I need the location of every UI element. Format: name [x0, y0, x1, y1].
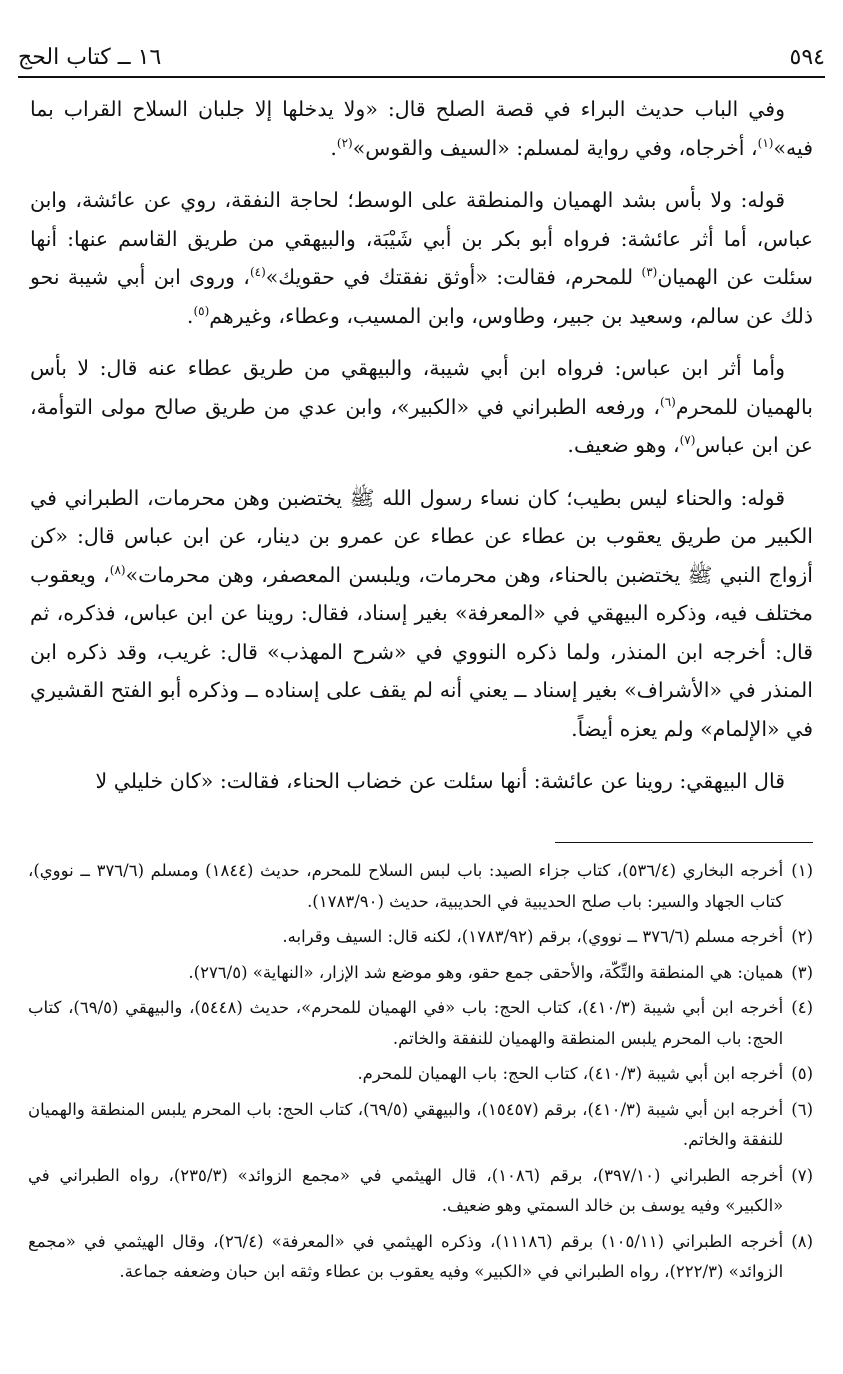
- footnote-item: [28, 1095, 813, 1156]
- footnote-ref[interactable]: (١): [757, 135, 774, 150]
- footnote-number: (٧): [791, 1165, 813, 1185]
- page-header: [18, 30, 825, 70]
- footnote-number: (٨): [791, 1231, 813, 1251]
- footnote-number: (٢): [791, 927, 813, 946]
- footnote-text: أخرجه البخاري (٥٣٦/٤)، كتاب جزاء الصيد: باب لبس السلاح للمحرم، حديث (١٨٤٤) ومسلم (٣٧٦/٦ ــ نووي)، كتاب الجهاد والسير: باب صلح الحديبية في الحديبية، حديث (١٧٨٣/٩٠).: [28, 861, 784, 911]
- footnote-item: [28, 958, 813, 989]
- running-title: ١٦ ــ كتاب الحج: [18, 45, 162, 70]
- footnote-ref[interactable]: (٣): [641, 265, 658, 280]
- paragraph: قال البيهقي: روينا عن عائشة: أنها سئلت عن خضاب الحناء، فقالت: «كان خليلي لا: [95, 769, 785, 793]
- footnote-item: [28, 1161, 813, 1222]
- paragraph: قوله: ولا بأس بشد الهميان والمنطقة على الوسط؛ لحاجة النفقة، روي عن عائشة، وابن عباس، أما أثر عائشة: فرواه أبو بكر بن أبي شَيْبَة، والبيهقي من طريق القاسم عنها: أنها سئلت عن الهميان$^{(٣)}$ للمحرم، فقالت: «أوثق نفقتك في حقويك»$^{(٤)}$، وروى ابن أبي شيبة نحو ذلك عن سالم، وسعيد بن جبير، وطاوس، وابن المسيب، وعطاء، وغيرهم$^{(٥)}$.: [30, 188, 813, 328]
- footnote-ref[interactable]: (٨): [109, 562, 126, 577]
- footnote-number: (١): [791, 861, 813, 880]
- footnote-ref[interactable]: (٢): [336, 135, 353, 150]
- footnote-text: أخرجه ابن أبي شيبة (٤١٠/٣)، كتاب الحج: باب «في الهميان للمحرم»، حديث (٥٤٤٨)، والبيهقي (٦٩/٥)، كتاب الحج: باب المحرم يلبس المنطقة والهميان للنفقة والخاتم.: [28, 998, 784, 1048]
- footnote-text: أخرجه مسلم (٣٧٦/٦ ــ نووي)، برقم (١٧٨٣/٩٢)، لكنه قال: السيف وقرابه.: [282, 927, 784, 946]
- footnote-ref[interactable]: (٤): [249, 265, 266, 280]
- footnote-item: [28, 856, 813, 917]
- footnote-text: هميان: هي المنطقة والتِّكّة، والأحقى جمع حقو، وهو موضع شد الإزار، «النهاية» (٢٧٦/٥).: [188, 962, 784, 982]
- footnotes: [28, 856, 813, 1293]
- main-text: [30, 90, 813, 815]
- paragraph: قوله: والحناء ليس بطيب؛ كان نساء رسول الله ﷺ يختضبن وهن محرمات، الطبراني في الكبير من طريق يعقوب بن عطاء عن عطاء عن عمرو بن دينار، عن ابن عباس قال: «كن أزواج النبي ﷺ يختضبن بالحناء، وهن محرمات، ويلبسن المعصفر، وهن محرمات»$^{(٨)}$، ويعقوب مختلف فيه، وذكره البيهقي في «المعرفة» بغير إسناد، فقال: روينا عن ابن عباس، فذكره، ثم قال: أخرجه ابن المنذر، ولما ذكره النووي في «شرح المهذب» قال: غريب، وقد ذكره ابن المنذر في «الأشراف» بغير إسناد ــ يعني أنه لم يقف على إسناده ــ وذكره أبو الفتح القشيري في «الإلمام» ولم يعزه أيضاً.: [30, 485, 813, 741]
- footnote-item: [28, 993, 813, 1054]
- paragraph: وأما أثر ابن عباس: فرواه ابن أبي شيبة، والبيهقي من طريق عطاء عنه قال: لا بأس بالهميان للمحرم$^{(٦)}$، ورفعه الطبراني في «الكبير»، وابن عدي من طريق صالح مولى التوأمة، عن ابن عباس$^{(٧)}$، وهو ضعيف.: [30, 356, 813, 457]
- footnote-ref[interactable]: (٥): [193, 303, 210, 318]
- page-number: ٥٩٤: [789, 45, 825, 70]
- header-divider: [18, 76, 825, 78]
- footnote-item: [28, 1227, 813, 1288]
- footnote-number: (٣): [791, 962, 813, 982]
- footnote-item: [28, 1059, 813, 1090]
- footnote-divider: [555, 842, 813, 843]
- footnote-item: [28, 922, 813, 953]
- footnote-ref[interactable]: (٦): [660, 394, 676, 409]
- footnote-text: أخرجه الطبراني (١٠٥/١١) برقم (١١١٨٦)، وذكره الهيثمي في «المعرفة» (٢٦/٤)، وقال الهيثمي في «مجمع الزوائد» (٢٢٢/٣)، رواه الطبراني في «الكبير» وفيه يعقوب بن عطاء وثقه ابن حبان وضعفه جماعة.: [28, 1231, 784, 1281]
- footnote-number: (٤): [791, 998, 813, 1017]
- footnote-text: أخرجه الطبراني (٣٩٧/١٠)، برقم (١٠٨٦)، قال الهيثمي في «مجمع الزوائد» (٢٣٥/٣)، رواه الطبراني في «الكبير» وفيه يوسف بن خالد السمتي وهو ضعيف.: [28, 1165, 784, 1215]
- footnote-text: أخرجه ابن أبي شيبة (٤١٠/٣)، كتاب الحج: باب الهميان للمحرم.: [357, 1064, 784, 1083]
- footnote-number: (٦): [791, 1099, 813, 1119]
- footnote-text: أخرجه ابن أبي شيبة (٤١٠/٣)، برقم (١٥٤٥٧)، والبيهقي (٦٩/٥)، كتاب الحج: باب المحرم يلبس المنطقة والهميان للنفقة والخاتم.: [28, 1099, 784, 1149]
- footnote-ref[interactable]: (٧): [679, 433, 696, 448]
- footnote-number: (٥): [791, 1064, 813, 1083]
- paragraph: وفي الباب حديث البراء في قصة الصلح قال: «ولا يدخلها إلا جلبان السلاح القراب بما فيه»$^{(١)}$، أخرجاه، وفي رواية لمسلم: «السيف والقوس»$^{(٢)}$.: [30, 97, 813, 160]
